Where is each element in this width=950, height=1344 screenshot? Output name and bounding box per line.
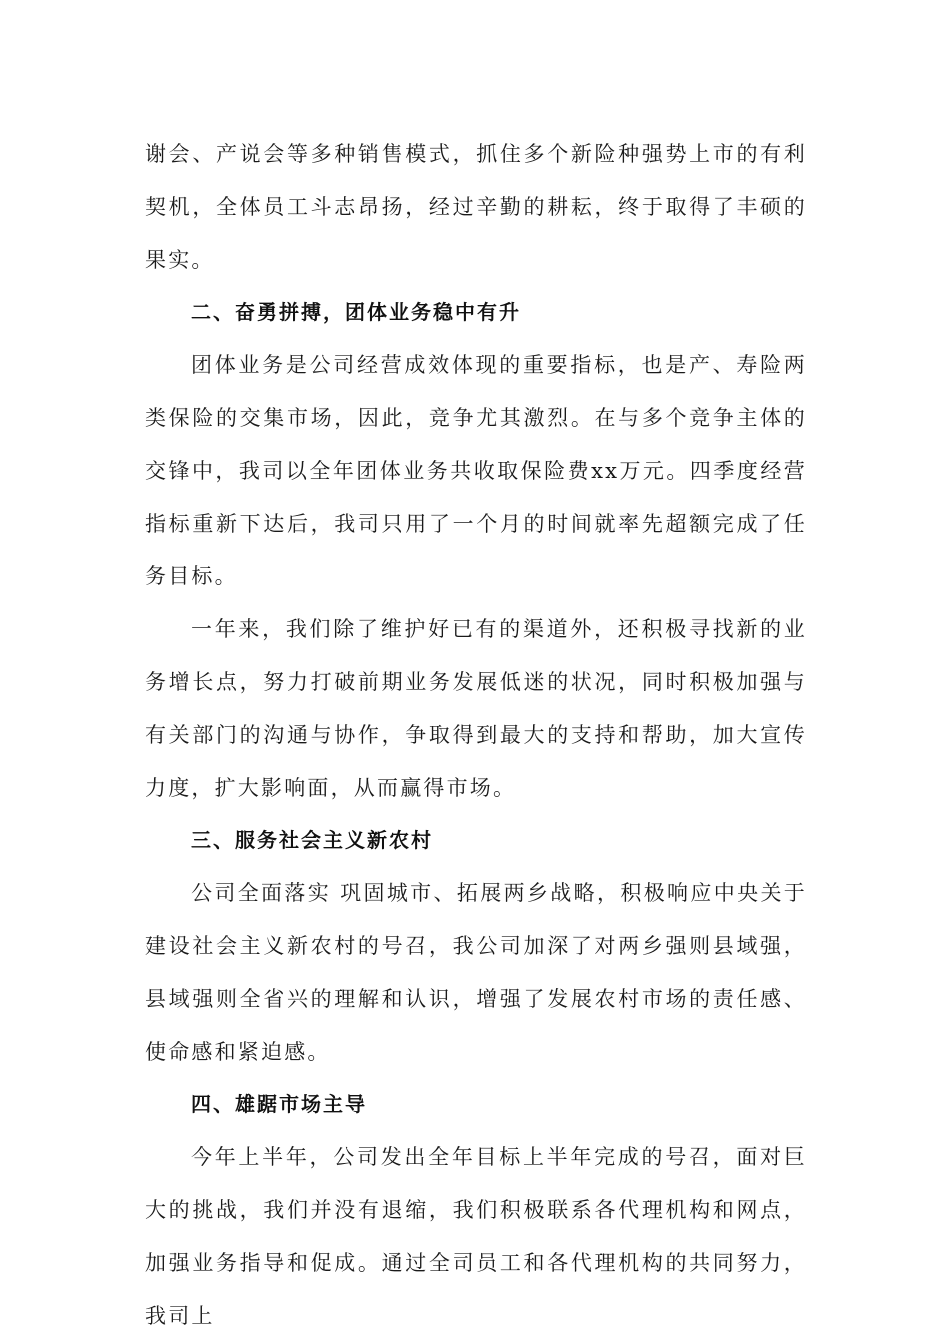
document-body xyxy=(145,128,807,1342)
paragraph-market-leadership: 今年上半年，公司发出全年目标上半年完成的号召，面对巨大的挑战，我们并没有退缩，我们积极联系各代理机构和网点，加强业务指导和促成。通过全司员工和各代理机构的共同努力，我司上 xyxy=(145,1145,807,1328)
paragraph-new-countryside: 公司全面落实 巩固城市、拓展两乡战略，积极响应中央关于建设社会主义新农村的号召，我公司加深了对两乡强则县域强，县域强则全省兴的理解和认识，增强了发展农村市场的责任感、使命感和紧迫感。 xyxy=(145,881,807,1064)
section-heading-3: 三、服务社会主义新农村 xyxy=(191,828,433,853)
section-heading-4: 四、雄踞市场主导 xyxy=(191,1092,367,1117)
section-heading-2: 二、奋勇拼搏，团体业务稳中有升 xyxy=(191,300,521,325)
paragraph-continuation: 谢会、产说会等多种销售模式，抓住多个新险种强势上市的有利契机，全体员工斗志昂扬，经过辛勤的耕耘，终于取得了丰硕的果实。 xyxy=(145,142,807,272)
paragraph-group-business: 团体业务是公司经营成效体现的重要指标，也是产、寿险两类保险的交集市场，因此，竞争尤其激烈。在与多个竞争主体的交锋中，我司以全年团体业务共收取保险费xx万元。四季度经营指标重新下达后，我司只用了一个月的时间就率先超额完成了任务目标。 xyxy=(145,353,807,589)
paragraph-channel-growth: 一年来，我们除了维护好已有的渠道外，还积极寻找新的业务增长点，努力打破前期业务发展低迷的状况，同时积极加强与有关部门的沟通与协作，争取得到最大的支持和帮助，加大宣传力度，扩大影响面，从而赢得市场。 xyxy=(145,617,807,800)
